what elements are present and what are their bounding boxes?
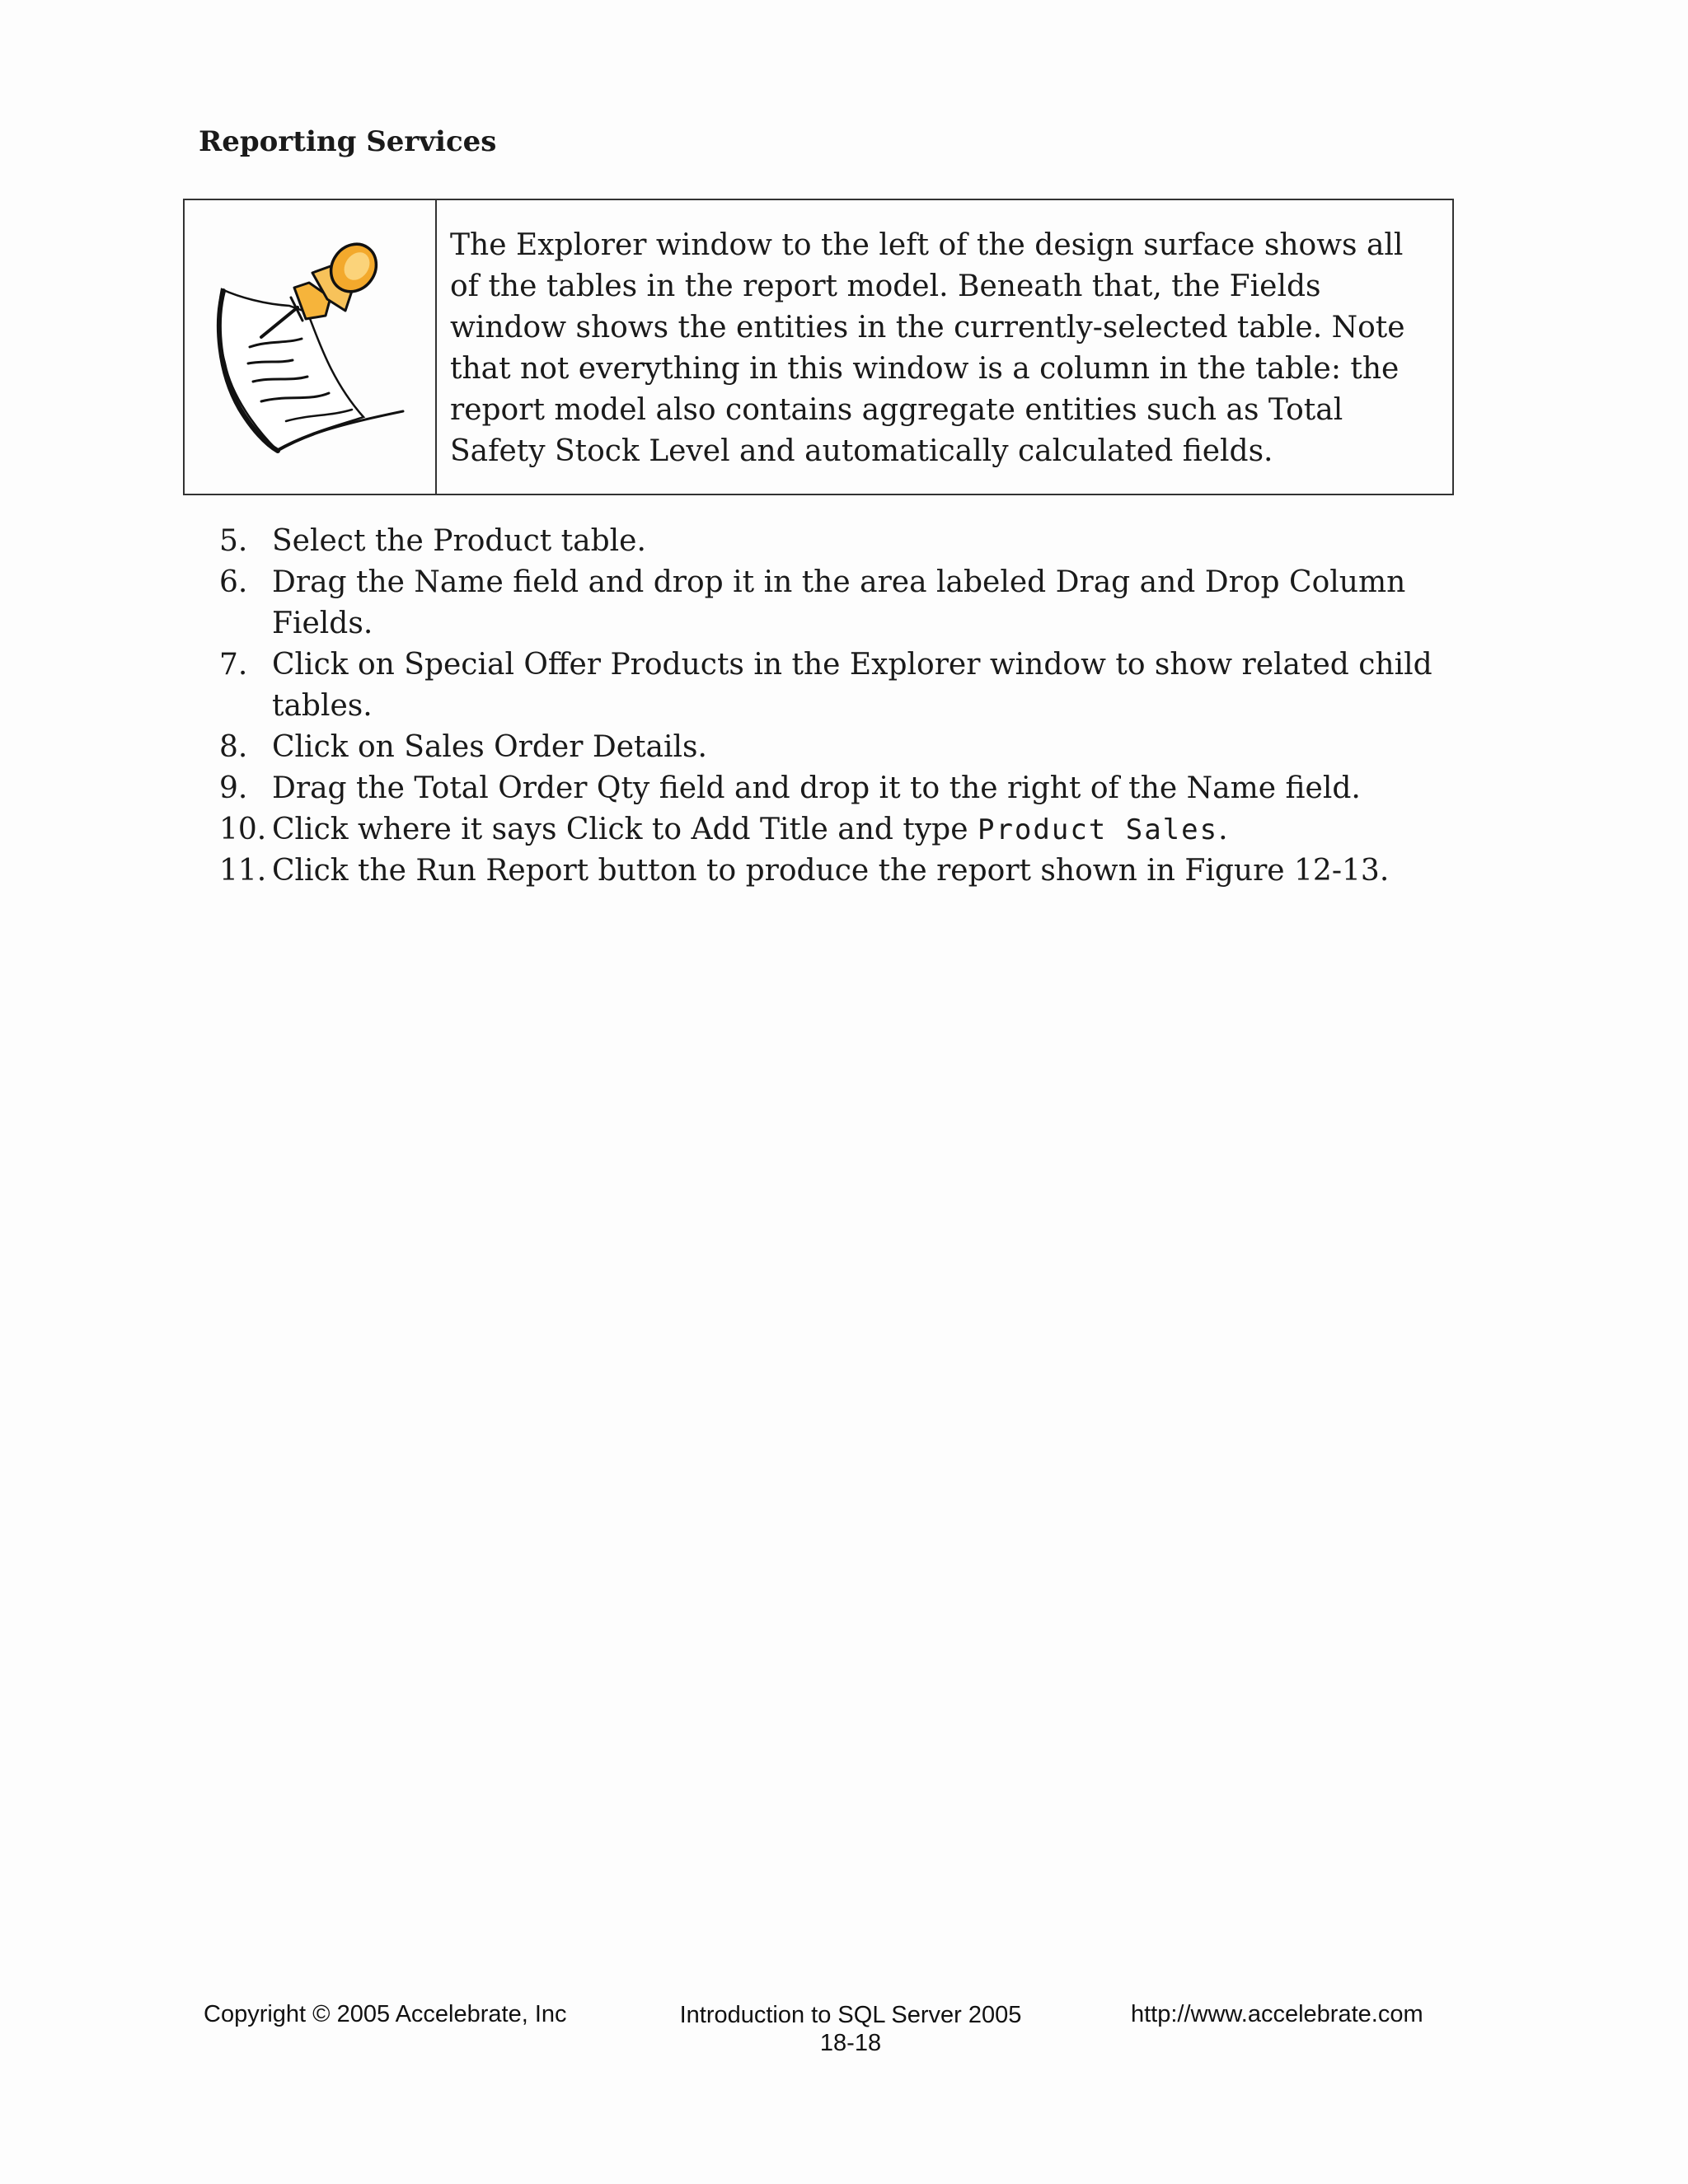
step-text: Drag the Name field and drop it in the area labeled Drag and Drop Column Fields. <box>272 565 1406 640</box>
footer-course-title: Introduction to SQL Server 2005 <box>679 2002 1022 2028</box>
code-snippet: Product Sales <box>977 813 1219 846</box>
pushpin-note-icon <box>207 240 413 454</box>
step-number: 7. <box>219 648 248 682</box>
list-item <box>219 768 1439 809</box>
note-box <box>183 199 1454 495</box>
list-item <box>219 644 1439 727</box>
footer-url: http://www.accelebrate.com <box>1131 2001 1423 2027</box>
step-number: 6. <box>219 565 248 599</box>
list-item <box>219 809 1439 851</box>
step-text: Drag the Total Order Qty field and drop it to the right of the Name field. <box>272 771 1361 805</box>
step-text: Click on Sales Order Details. <box>272 730 707 764</box>
list-item <box>219 727 1439 768</box>
step-text: Select the Product table. <box>272 524 646 558</box>
note-text: The Explorer window to the left of the design surface shows all of the tables in the report model. Beneath that, the Fields window shows the entities in the currently-selected table. Note that not everything in this window is a column in the table: the report model also contains aggregate entities such as Total Safety Stock Level and automatically calculated fields. <box>450 228 1405 468</box>
step-text: Click on Special Offer Products in the Explorer window to show related child tables. <box>272 648 1432 723</box>
step-number: 11. <box>219 854 267 888</box>
step-number: 10. <box>219 813 267 846</box>
step-number: 8. <box>219 730 248 764</box>
steps-list <box>219 521 1439 892</box>
footer-copyright: Copyright © 2005 Accelebrate, Inc <box>204 2001 567 2027</box>
list-item <box>219 851 1439 892</box>
step-number: 9. <box>219 771 248 805</box>
footer-page-number: 18-18 <box>819 2030 882 2056</box>
step-text-before: Click where it says Click to Add Title and type <box>272 813 978 846</box>
footer-center <box>669 2001 1032 2057</box>
step-text-after: . <box>1218 813 1228 846</box>
section-title: Reporting Services <box>199 125 497 158</box>
note-icon-cell <box>185 200 437 494</box>
list-item <box>219 521 1439 562</box>
step-text: Click the Run Report button to produce the report shown in Figure 12-13. <box>272 854 1390 888</box>
step-number: 5. <box>219 524 248 558</box>
note-text-cell <box>437 200 1452 494</box>
list-item <box>219 562 1439 644</box>
step-text <box>272 809 1439 851</box>
